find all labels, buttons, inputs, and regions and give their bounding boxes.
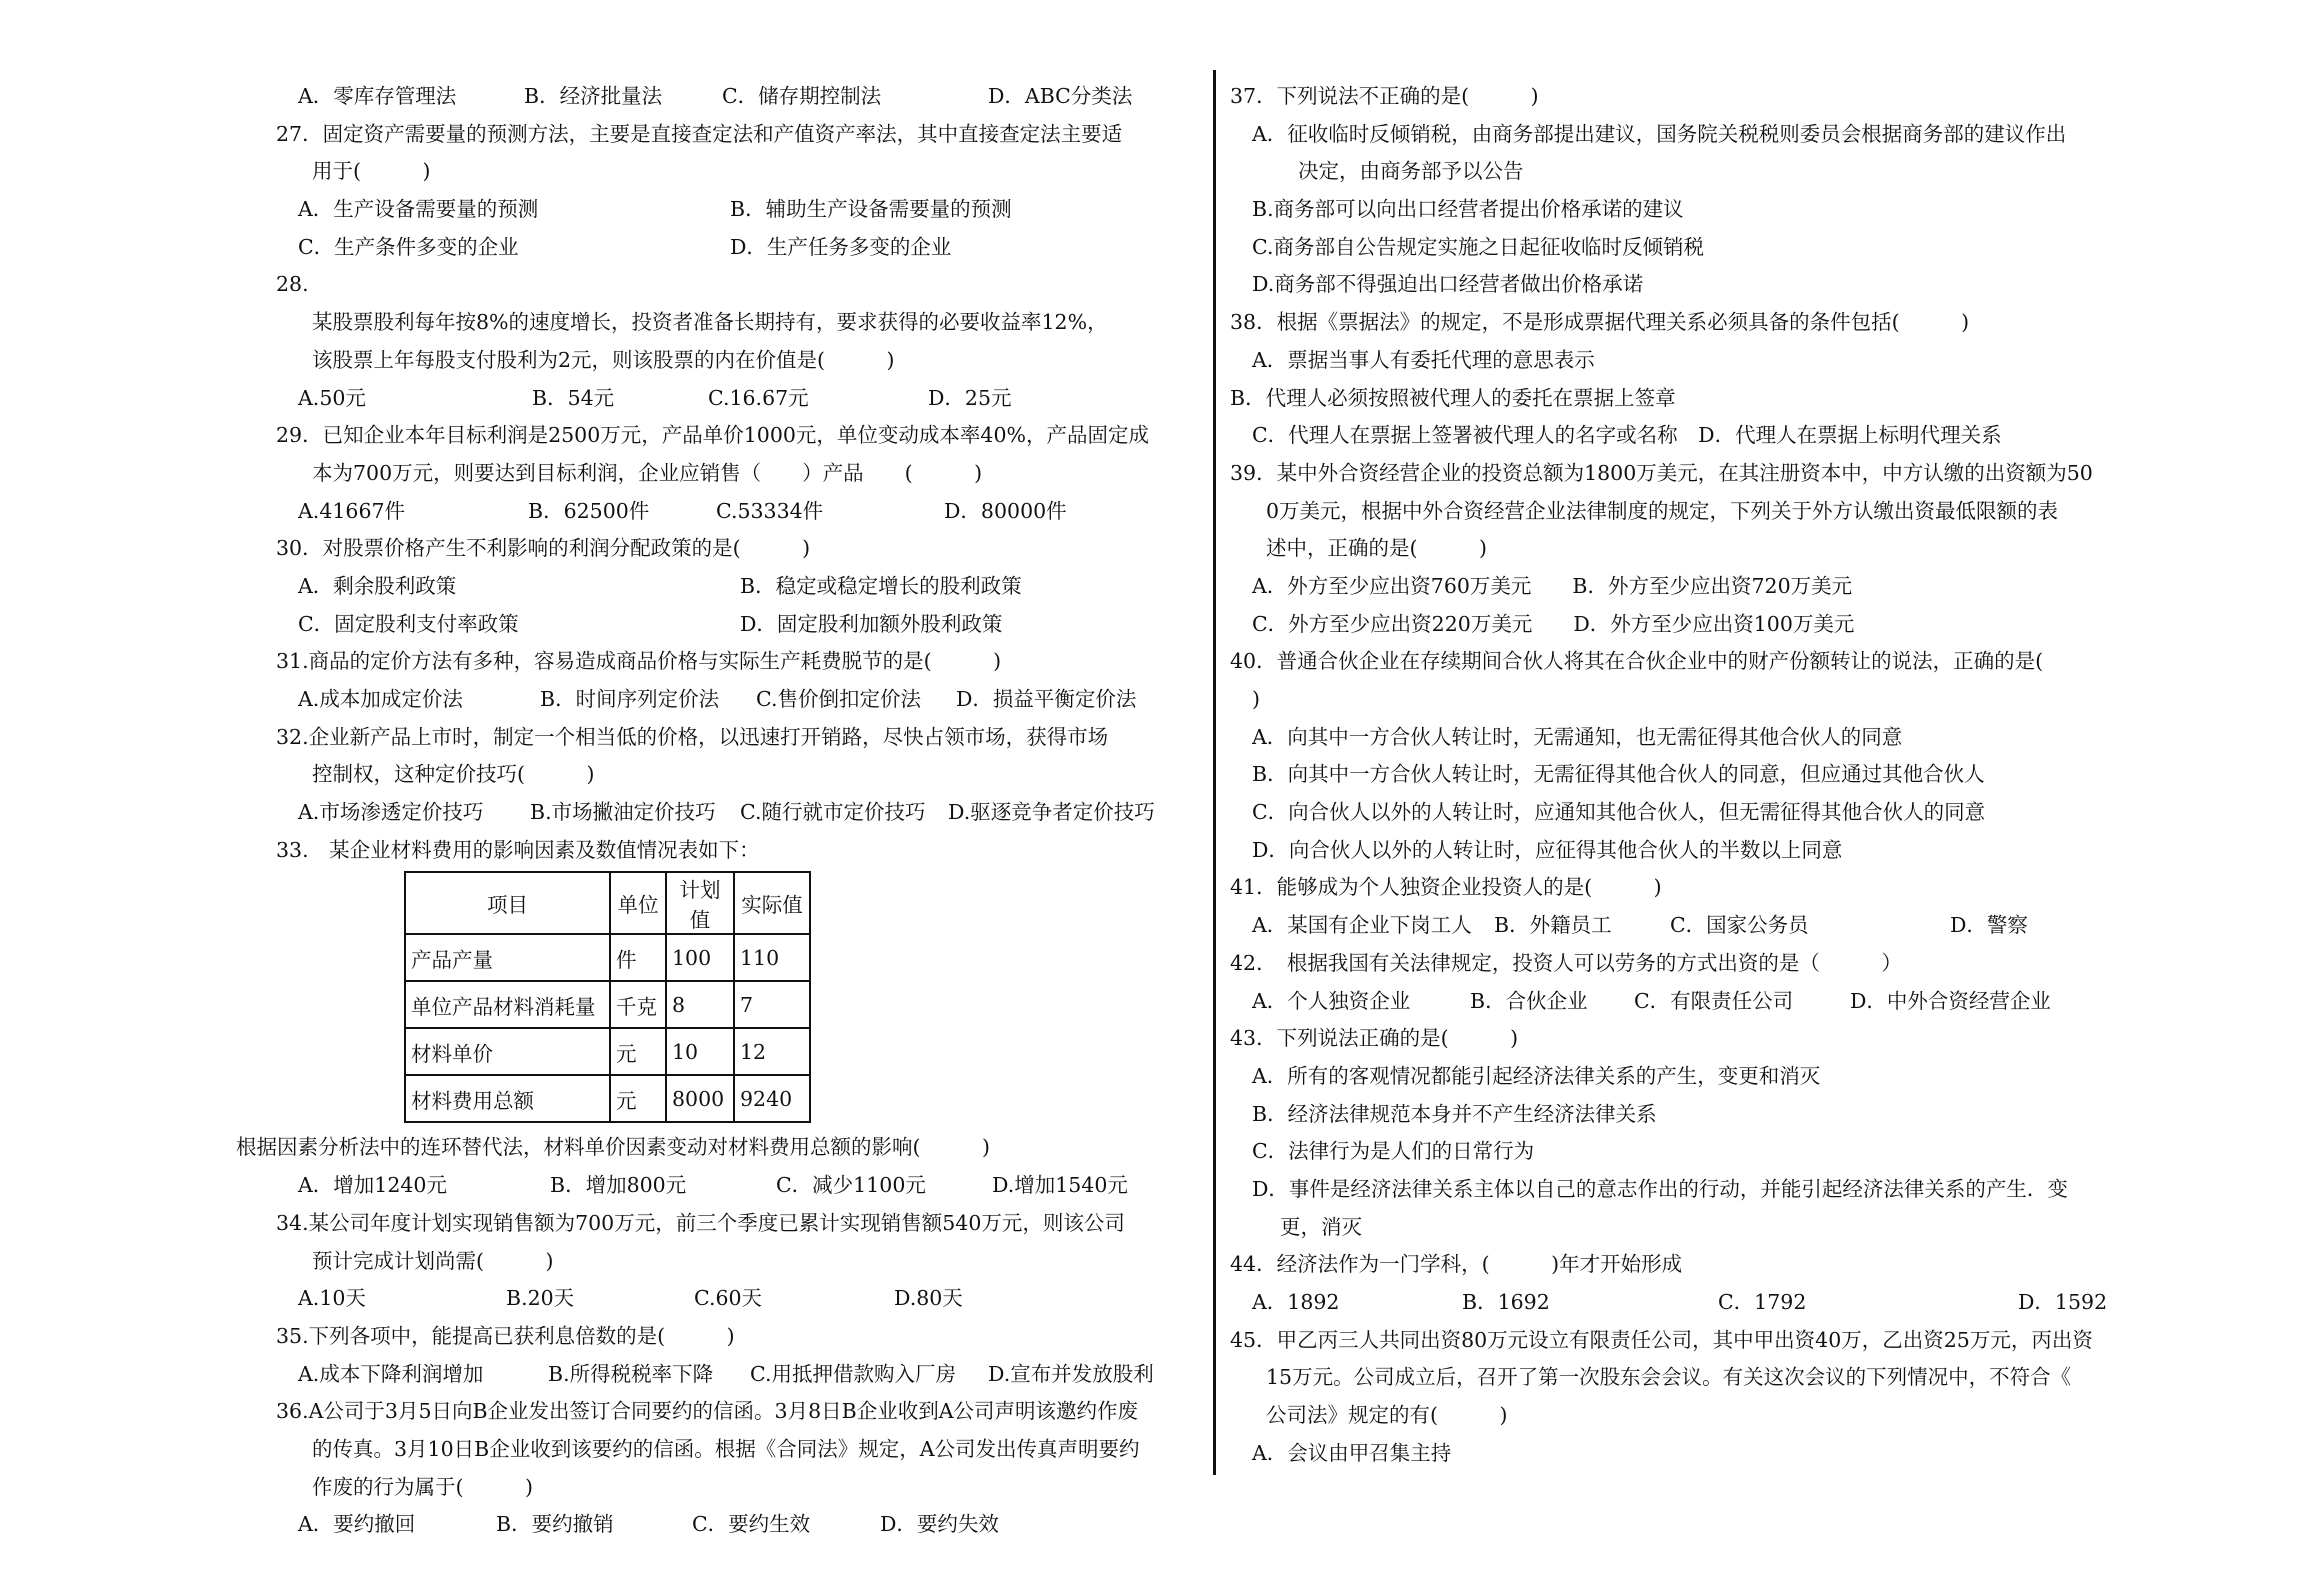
q28-number: 28. xyxy=(276,272,309,297)
column-divider xyxy=(1213,70,1216,1475)
table-row xyxy=(405,1028,810,1075)
q40-option-c: C．向合伙人以外的人转让时，应通知其他合伙人，但无需征得其他合伙人的同意 xyxy=(1252,800,1986,825)
option-a: A．增加1240元 xyxy=(298,1173,447,1198)
option-b: B．辅助生产设备需要量的预测 xyxy=(730,197,1012,222)
q39-option-ab: A．外方至少应出资760万美元 B．外方至少应出资720万美元 xyxy=(1252,573,1853,598)
q27-options-cd xyxy=(276,229,1176,267)
q27-options-ab xyxy=(276,191,1176,229)
header-actual: 实际值 xyxy=(734,872,810,934)
q32-options xyxy=(276,794,1176,832)
option-a: A.10天 xyxy=(298,1286,366,1311)
material-cost-table xyxy=(404,871,811,1123)
option-b: B．经济批量法 xyxy=(524,84,663,108)
q39-stem-cont: 0万美元，根据中外合资经营企业法律制度的规定，下列关于外方认缴出资最低限额的表 xyxy=(1266,498,2059,523)
q31-stem: 31.商品的定价方法有多种，容易造成商品价格与实际生产耗费脱节的是( ) xyxy=(276,649,1002,674)
option-c: C．减少1100元 xyxy=(776,1173,926,1198)
cell-actual: 7 xyxy=(734,981,810,1028)
cell-actual: 110 xyxy=(734,934,810,981)
q39-option-cd: C．外方至少应出资220万美元 D．外方至少应出资100万美元 xyxy=(1252,611,1855,636)
q45-option-a: A．会议由甲召集主持 xyxy=(1252,1440,1452,1465)
q39-stem-cont2: 述中，正确的是( ) xyxy=(1266,536,1487,561)
q43-stem: 43．下列说法正确的是( ) xyxy=(1230,1026,1519,1051)
option-d: D．损益平衡定价法 xyxy=(956,687,1137,711)
q41-stem: 41．能够成为个人独资企业投资人的是( ) xyxy=(1230,875,1662,900)
right-column xyxy=(1230,78,2150,1472)
option-b: B.所得税税率下降 xyxy=(548,1361,714,1386)
q36-options xyxy=(276,1506,1176,1544)
q27-stem: 27．固定资产需要量的预测方法，主要是直接查定法和产值资产率法，其中直接查定法主要适 xyxy=(276,121,1123,146)
header-item: 项目 xyxy=(405,872,610,934)
option-c: C．要约生效 xyxy=(692,1512,811,1537)
option-b: B．54元 xyxy=(532,385,615,410)
q44-stem: 44．经济法作为一门学科，( )年才开始形成 xyxy=(1230,1252,1683,1277)
cell-unit: 千克 xyxy=(610,981,666,1028)
q38-option-cd: C．代理人在票据上签署被代理人的名字或名称 D．代理人在票据上标明代理关系 xyxy=(1252,423,2002,448)
option-d: D．生产任务多变的企业 xyxy=(730,234,952,259)
option-b: B．合伙企业 xyxy=(1470,988,1588,1013)
q41-options xyxy=(1230,907,2150,945)
option-d: D．警察 xyxy=(1950,913,2028,938)
option-d: D.驱逐竞争者定价技巧 xyxy=(948,800,1155,825)
q45-stem: 45．甲乙丙三人共同出资80万元设立有限责任公司，其中甲出资40万，乙出资25万元，丙出资 xyxy=(1230,1327,2093,1352)
q36-stem-cont: 的传真。3月10日B企业收到该要约的信函。根据《合同法》规定，A公司发出传真声明要约 xyxy=(312,1436,1140,1461)
cell-plan: 10 xyxy=(666,1028,734,1075)
option-d: D．固定股利加额外股利政策 xyxy=(740,611,1003,636)
q40-option-b: B．向其中一方合伙人转让时，无需征得其他合伙人的同意，但应通过其他合伙人 xyxy=(1252,762,1985,787)
q33-stem: 33. 某企业材料费用的影响因素及数值情况表如下： xyxy=(276,837,760,862)
q34-stem: 34.某公司年度计划实现销售额为700万元，前三个季度已累计实现销售额540万元，则该公司 xyxy=(276,1210,1125,1235)
q30-options-ab xyxy=(276,568,1176,606)
q43-option-b: B．经济法律规范本身并不产生经济法律关系 xyxy=(1252,1101,1657,1126)
option-a: A.成本下降利润增加 xyxy=(298,1361,484,1386)
cell-unit: 件 xyxy=(610,934,666,981)
option-a: A．零库存管理法 xyxy=(298,84,457,108)
q42-options xyxy=(1230,983,2150,1021)
q43-option-d: D．事件是经济法律关系主体以自己的意志作出的行动，并能引起经济法律关系的产生．变 xyxy=(1252,1176,2068,1201)
option-c: C.随行就市定价技巧 xyxy=(740,800,926,825)
header-plan: 计划值 xyxy=(666,872,734,934)
q38-option-a: A．票据当事人有委托代理的意思表示 xyxy=(1252,347,1595,372)
option-a: A．某国有企业下岗工人 xyxy=(1252,913,1472,938)
option-c: C．生产条件多变的企业 xyxy=(298,234,519,259)
option-c: C．1792 xyxy=(1718,1290,1807,1314)
option-c: C．固定股利支付率政策 xyxy=(298,611,519,636)
option-d: D．要约失效 xyxy=(880,1512,999,1537)
table-row xyxy=(405,934,810,981)
header-unit: 单位 xyxy=(610,872,666,934)
cell-plan: 100 xyxy=(666,934,734,981)
option-d: D．80000件 xyxy=(944,498,1067,523)
q28-stem-cont: 该股票上年每股支付股利为2元，则该股票的内在价值是( ) xyxy=(312,347,895,372)
q35-options xyxy=(276,1356,1176,1394)
option-a: A.市场渗透定价技巧 xyxy=(298,800,484,825)
q43-option-c: C．法律行为是人们的日常行为 xyxy=(1252,1139,1535,1164)
cell-item: 单位产品材料消耗量 xyxy=(405,981,610,1028)
option-a: A．个人独资企业 xyxy=(1252,988,1411,1013)
cell-item: 材料单价 xyxy=(405,1028,610,1075)
option-c: C.53334件 xyxy=(716,498,824,523)
table-row xyxy=(405,981,810,1028)
q43-option-a: A．所有的客观情况都能引起经济法律关系的产生，变更和消灭 xyxy=(1252,1063,1821,1088)
q32-stem: 32.企业新产品上市时，制定一个相当低的价格，以迅速打开销路，尽快占领市场，获得市场 xyxy=(276,724,1109,749)
q34-stem-cont: 预计完成计划尚需( ) xyxy=(312,1248,554,1273)
q34-options xyxy=(276,1280,1176,1318)
option-b: B.20天 xyxy=(506,1286,575,1311)
cell-item: 产品产量 xyxy=(405,934,610,981)
q37-option-d: D.商务部不得强迫出口经营者做出价格承诺 xyxy=(1252,272,1644,297)
q27-stem-cont: 用于( ) xyxy=(312,159,431,184)
option-d: D．25元 xyxy=(928,385,1012,410)
q43-option-d-cont: 更，消灭 xyxy=(1280,1214,1362,1239)
option-c: C.售价倒扣定价法 xyxy=(756,687,921,711)
q31-options xyxy=(276,681,1176,719)
q37-option-c: C.商务部自公告规定实施之日起征收临时反倾销税 xyxy=(1252,234,1704,259)
cell-item: 材料费用总额 xyxy=(405,1075,610,1122)
option-d: D．中外合资经营企业 xyxy=(1850,988,2051,1013)
option-a: A.50元 xyxy=(298,385,366,410)
q26-options xyxy=(276,78,1176,116)
q30-options-cd xyxy=(276,606,1176,644)
cell-actual: 9240 xyxy=(734,1075,810,1122)
q29-options xyxy=(276,493,1176,531)
q38-option-b: B．代理人必须按照被代理人的委托在票据上签章 xyxy=(1230,385,1676,410)
q45-stem-cont2: 公司法》规定的有( ) xyxy=(1266,1403,1508,1428)
q33-question: 根据因素分析法中的连环替代法，材料单价因素变动对材料费用总额的影响( ) xyxy=(236,1135,990,1160)
q40-stem: 40．普通合伙企业在存续期间合伙人将其在合伙企业中的财产份额转让的说法，正确的是( xyxy=(1230,649,2044,674)
q39-stem: 39．某中外合资经营企业的投资总额为1800万美元，在其注册资本中，中方认缴的出资额为50 xyxy=(1230,460,2093,485)
q42-stem: 42． 根据我国有关法律规定，投资人可以劳务的方式出资的是（ ） xyxy=(1230,950,1902,975)
q28-options xyxy=(276,380,1176,418)
option-c: C．国家公务员 xyxy=(1670,913,1809,938)
option-b: B.市场撇油定价技巧 xyxy=(530,800,716,825)
q44-options xyxy=(1230,1284,2150,1322)
q37-stem: 37．下列说法不正确的是( ) xyxy=(1230,84,1539,108)
q28-stem: 某股票股利每年按8%的速度增长，投资者准备长期持有，要求获得的必要收益率12%， xyxy=(312,310,1108,335)
q38-stem: 38．根据《票据法》的规定，不是形成票据代理关系必须具备的条件包括( ) xyxy=(1230,310,1970,335)
q30-stem: 30．对股票价格产生不利影响的利润分配政策的是( ) xyxy=(276,536,811,561)
option-c: C.16.67元 xyxy=(708,385,809,410)
q37-option-a: A．征收临时反倾销税，由商务部提出建议，国务院关税税则委员会根据商务部的建议作出 xyxy=(1252,121,2067,146)
option-b: B．62500件 xyxy=(528,498,650,523)
option-c: C.60天 xyxy=(694,1286,763,1311)
q29-stem: 29．已知企业本年目标利润是2500万元，产品单价1000元，单位变动成本率40%，产品固定成 xyxy=(276,423,1149,448)
q35-stem: 35.下列各项中，能提高已获利息倍数的是( ) xyxy=(276,1323,735,1348)
cell-unit: 元 xyxy=(610,1075,666,1122)
q37-option-b: B.商务部可以向出口经营者提出价格承诺的建议 xyxy=(1252,197,1684,222)
option-a: A.成本加成定价法 xyxy=(298,687,463,711)
q40-stem-cont: ) xyxy=(1252,687,1260,711)
q40-option-a: A．向其中一方合伙人转让时，无需通知，也无需征得其他合伙人的同意 xyxy=(1252,724,1903,749)
q29-stem-cont: 本为700万元，则要达到目标利润，企业应销售（ ）产品 ( ) xyxy=(312,460,983,485)
option-c: C.用抵押借款购入厂房 xyxy=(750,1361,956,1386)
option-d: D.80天 xyxy=(894,1286,963,1311)
option-a: A．要约撤回 xyxy=(298,1512,416,1537)
cell-plan: 8 xyxy=(666,981,734,1028)
left-column xyxy=(236,78,1176,1544)
option-b: B．稳定或稳定增长的股利政策 xyxy=(740,573,1022,598)
q37-option-a-cont: 决定，由商务部予以公告 xyxy=(1298,159,1524,184)
option-b: B．外籍员工 xyxy=(1494,913,1612,938)
q45-stem-cont: 15万元。公司成立后，召开了第一次股东会会议。有关这次会议的下列情况中，不符合《 xyxy=(1266,1365,2072,1390)
q36-stem-cont2: 作废的行为属于( ) xyxy=(312,1474,533,1499)
q36-stem: 36.A公司于3月5日向B企业发出签订合同要约的信函。3月8日B企业收到A公司声明该邀约作废 xyxy=(276,1399,1139,1424)
table-header-row xyxy=(405,872,810,934)
option-b: B．1692 xyxy=(1462,1290,1550,1314)
option-d: D．ABC分类法 xyxy=(988,84,1133,108)
option-b: B．增加800元 xyxy=(550,1173,687,1198)
option-c: C．有限责任公司 xyxy=(1634,988,1794,1013)
option-a: A．生产设备需要量的预测 xyxy=(298,197,539,222)
q33-options xyxy=(276,1167,1176,1205)
cell-unit: 元 xyxy=(610,1028,666,1075)
table-row xyxy=(405,1075,810,1122)
option-d: D．1592 xyxy=(2018,1290,2108,1314)
option-b: B．时间序列定价法 xyxy=(540,687,720,711)
option-d: D.增加1540元 xyxy=(992,1173,1128,1198)
option-c: C．储存期控制法 xyxy=(722,84,882,108)
q40-option-d: D．向合伙人以外的人转让时，应征得其他合伙人的半数以上同意 xyxy=(1252,837,1843,862)
option-a: A．1892 xyxy=(1252,1290,1340,1314)
cell-actual: 12 xyxy=(734,1028,810,1075)
cell-plan: 8000 xyxy=(666,1075,734,1122)
option-a: A．剩余股利政策 xyxy=(298,573,457,598)
option-b: B．要约撤销 xyxy=(496,1512,614,1537)
q32-stem-cont: 控制权，这种定价技巧( ) xyxy=(312,762,595,787)
option-d: D.宣布并发放股利 xyxy=(988,1361,1154,1386)
option-a: A.41667件 xyxy=(298,498,406,523)
